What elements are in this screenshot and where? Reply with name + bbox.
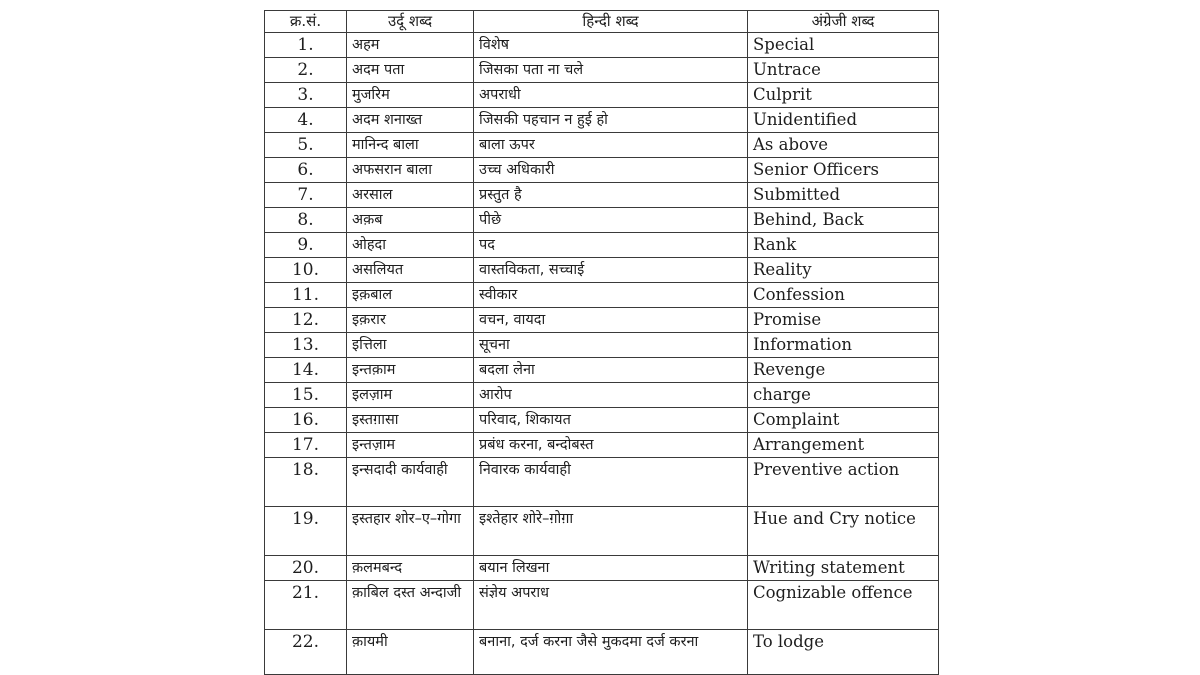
serial-cell: 10. — [265, 258, 347, 283]
hindi-cell: विशेष — [474, 33, 748, 58]
table-row — [265, 183, 939, 208]
serial-cell: 5. — [265, 133, 347, 158]
hindi-cell: वचन, वायदा — [474, 308, 748, 333]
hindi-cell: सूचना — [474, 333, 748, 358]
english-cell: Rank — [748, 233, 939, 258]
table-row — [265, 581, 939, 630]
table-row — [265, 308, 939, 333]
hindi-cell: बयान लिखना — [474, 556, 748, 581]
urdu-cell: क़लमबन्द — [347, 556, 474, 581]
urdu-cell: अहम — [347, 33, 474, 58]
serial-cell: 2. — [265, 58, 347, 83]
glossary-table — [264, 10, 939, 675]
table-row — [265, 433, 939, 458]
serial-cell: 13. — [265, 333, 347, 358]
urdu-cell: असलियत — [347, 258, 474, 283]
hindi-cell: जिसकी पहचान न हुई हो — [474, 108, 748, 133]
urdu-cell: इत्तिला — [347, 333, 474, 358]
header-serial: क्र.सं. — [265, 11, 347, 33]
english-cell: Untrace — [748, 58, 939, 83]
urdu-cell: अदम शनाख्त — [347, 108, 474, 133]
serial-cell: 14. — [265, 358, 347, 383]
english-cell: charge — [748, 383, 939, 408]
english-cell: Complaint — [748, 408, 939, 433]
header-hindi: हिन्दी शब्द — [474, 11, 748, 33]
hindi-cell: उच्च अधिकारी — [474, 158, 748, 183]
english-cell: Senior Officers — [748, 158, 939, 183]
hindi-cell: बनाना, दर्ज करना जैसे मुकदमा दर्ज करना — [474, 630, 748, 675]
english-cell: Writing statement — [748, 556, 939, 581]
serial-cell: 9. — [265, 233, 347, 258]
table-row — [265, 133, 939, 158]
hindi-cell: बदला लेना — [474, 358, 748, 383]
table-row — [265, 108, 939, 133]
urdu-cell: अरसाल — [347, 183, 474, 208]
urdu-cell: क़ाबिल दस्त अन्दाजी — [347, 581, 474, 630]
table-row — [265, 58, 939, 83]
urdu-cell: मुजरिम — [347, 83, 474, 108]
urdu-cell: इन्तज़ाम — [347, 433, 474, 458]
english-cell: Confession — [748, 283, 939, 308]
english-cell: Submitted — [748, 183, 939, 208]
serial-cell: 22. — [265, 630, 347, 675]
table-row — [265, 158, 939, 183]
english-cell: Special — [748, 33, 939, 58]
hindi-cell: प्रस्तुत है — [474, 183, 748, 208]
header-row — [265, 11, 939, 33]
hindi-cell: वास्तविकता, सच्चाई — [474, 258, 748, 283]
hindi-cell: संज्ञेय अपराध — [474, 581, 748, 630]
table-row — [265, 358, 939, 383]
serial-cell: 3. — [265, 83, 347, 108]
serial-cell: 11. — [265, 283, 347, 308]
table-row — [265, 258, 939, 283]
english-cell: Hue and Cry notice — [748, 507, 939, 556]
urdu-cell: अदम पता — [347, 58, 474, 83]
english-cell: As above — [748, 133, 939, 158]
table-row — [265, 556, 939, 581]
serial-cell: 19. — [265, 507, 347, 556]
english-cell: Behind, Back — [748, 208, 939, 233]
serial-cell: 17. — [265, 433, 347, 458]
table-row — [265, 333, 939, 358]
serial-cell: 20. — [265, 556, 347, 581]
english-cell: Preventive action — [748, 458, 939, 507]
urdu-cell: ओहदा — [347, 233, 474, 258]
table-row — [265, 83, 939, 108]
serial-cell: 8. — [265, 208, 347, 233]
serial-cell: 18. — [265, 458, 347, 507]
urdu-cell: इस्तग़ासा — [347, 408, 474, 433]
table-row — [265, 458, 939, 507]
hindi-cell: अपराधी — [474, 83, 748, 108]
serial-cell: 15. — [265, 383, 347, 408]
english-cell: Culprit — [748, 83, 939, 108]
urdu-cell: इक़बाल — [347, 283, 474, 308]
serial-cell: 16. — [265, 408, 347, 433]
table-row — [265, 383, 939, 408]
hindi-cell: आरोप — [474, 383, 748, 408]
hindi-cell: पीछे — [474, 208, 748, 233]
table-row — [265, 507, 939, 556]
urdu-cell: इस्तहार शोर–ए–गोगा — [347, 507, 474, 556]
serial-cell: 12. — [265, 308, 347, 333]
serial-cell: 7. — [265, 183, 347, 208]
table-row — [265, 630, 939, 675]
english-cell: Information — [748, 333, 939, 358]
english-cell: Reality — [748, 258, 939, 283]
urdu-cell: इलज़ाम — [347, 383, 474, 408]
urdu-cell: अफसरान बाला — [347, 158, 474, 183]
serial-cell: 4. — [265, 108, 347, 133]
urdu-cell: इन्तक़ाम — [347, 358, 474, 383]
hindi-cell: प्रबंध करना, बन्दोबस्त — [474, 433, 748, 458]
hindi-cell: परिवाद, शिकायत — [474, 408, 748, 433]
urdu-cell: क़ायमी — [347, 630, 474, 675]
urdu-cell: मानिन्द बाला — [347, 133, 474, 158]
english-cell: Revenge — [748, 358, 939, 383]
table-row — [265, 283, 939, 308]
table-row — [265, 33, 939, 58]
table-row — [265, 208, 939, 233]
english-cell: Arrangement — [748, 433, 939, 458]
urdu-cell: इन्सदादी कार्यवाही — [347, 458, 474, 507]
header-english: अंग्रेजी शब्द — [748, 11, 939, 33]
header-urdu: उर्दू शब्द — [347, 11, 474, 33]
hindi-cell: स्वीकार — [474, 283, 748, 308]
serial-cell: 6. — [265, 158, 347, 183]
urdu-cell: अक़ब — [347, 208, 474, 233]
hindi-cell: जिसका पता ना चले — [474, 58, 748, 83]
serial-cell: 21. — [265, 581, 347, 630]
english-cell: Unidentified — [748, 108, 939, 133]
urdu-cell: इक़रार — [347, 308, 474, 333]
table-row — [265, 233, 939, 258]
table-row — [265, 408, 939, 433]
hindi-cell: पद — [474, 233, 748, 258]
hindi-cell: बाला ऊपर — [474, 133, 748, 158]
hindi-cell: इश्तेहार शोरे–ग़ोग़ा — [474, 507, 748, 556]
serial-cell: 1. — [265, 33, 347, 58]
english-cell: Cognizable offence — [748, 581, 939, 630]
hindi-cell: निवारक कार्यवाही — [474, 458, 748, 507]
english-cell: Promise — [748, 308, 939, 333]
english-cell: To lodge — [748, 630, 939, 675]
